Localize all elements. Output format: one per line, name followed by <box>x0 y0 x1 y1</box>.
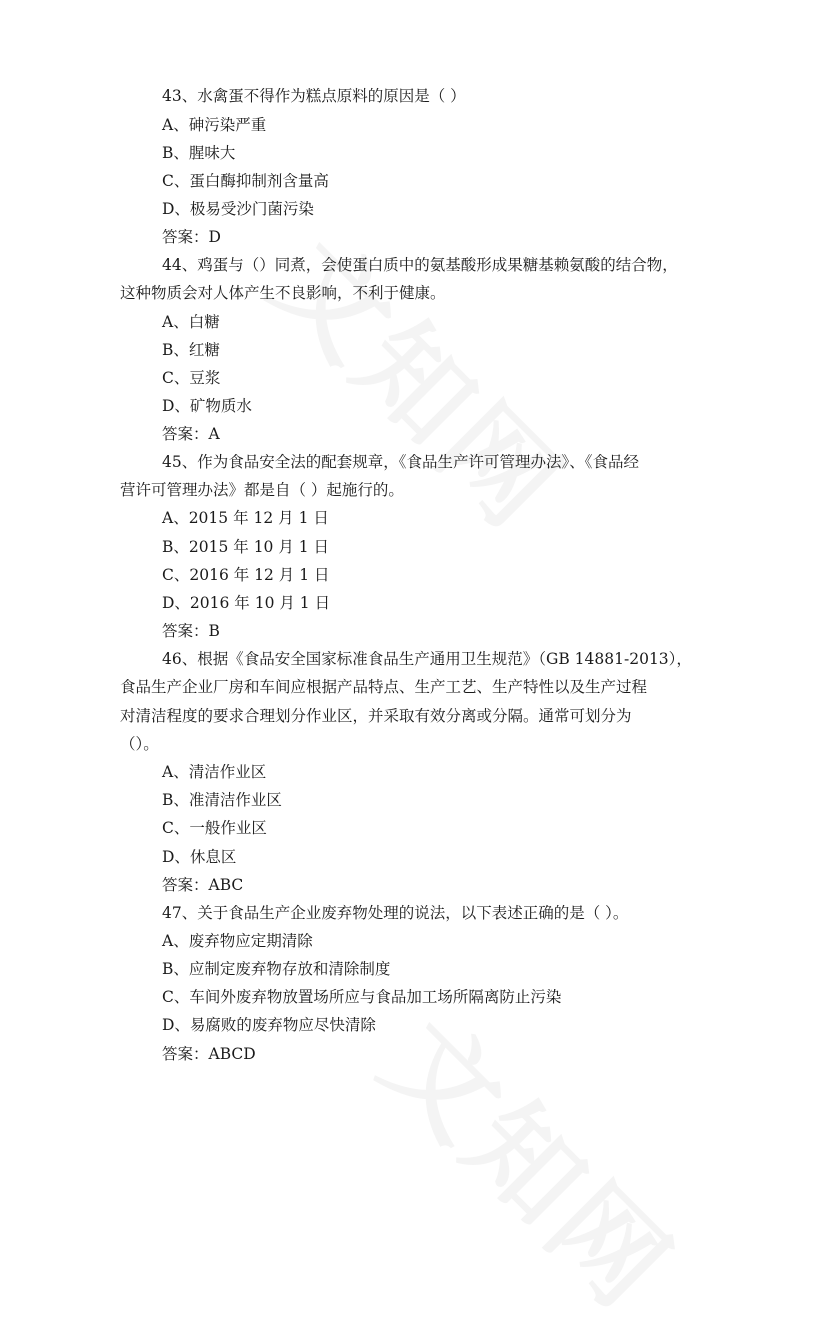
question-46-stem-cont: 食品生产企业厂房和车间应根据产品特点、生产工艺、生产特性以及生产过程 <box>120 678 648 696</box>
question-44-option-b: B、红糖 <box>162 341 220 359</box>
question-43-option-d: D、极易受沙门菌污染 <box>162 200 314 218</box>
question-44-option-a: A、白糖 <box>162 313 220 331</box>
question-44-stem-cont: 这种物质会对人体产生不良影响，不利于健康。 <box>120 284 446 302</box>
question-45-option-a: A、2015 年 12 月 1 日 <box>162 509 329 527</box>
question-46-stem-cont: （）。 <box>120 735 159 753</box>
question-43-stem: 43、水禽蛋不得作为糕点原料的原因是（ ） <box>162 87 466 105</box>
question-45-answer: 答案：B <box>162 622 220 640</box>
question-45-option-d: D、2016 年 10 月 1 日 <box>162 594 331 612</box>
question-43-answer: 答案：D <box>162 228 221 246</box>
question-44-answer: 答案：A <box>162 425 220 443</box>
question-44-option-c: C、豆浆 <box>162 369 221 387</box>
question-43-option-c: C、蛋白酶抑制剂含量高 <box>162 172 329 190</box>
question-46-option-c: C、一般作业区 <box>162 819 267 837</box>
question-45-stem-cont: 营许可管理办法》都是自（ ）起施行的。 <box>120 481 404 499</box>
question-47-stem: 47、关于食品生产企业废弃物处理的说法，以下表述正确的是（ ）。 <box>162 904 629 922</box>
question-46-answer: 答案：ABC <box>162 876 244 894</box>
question-46-option-a: A、清洁作业区 <box>162 763 267 781</box>
question-47-option-b: B、应制定废弃物存放和清除制度 <box>162 960 391 978</box>
question-43-option-a: A、砷污染严重 <box>162 116 267 134</box>
question-44-stem: 44、鸡蛋与（）同煮，会使蛋白质中的氨基酸形成果糖基赖氨酸的结合物， <box>162 256 678 274</box>
question-47-option-c: C、车间外废弃物放置场所应与食品加工场所隔离防止污染 <box>162 988 562 1006</box>
question-47-answer: 答案：ABCD <box>162 1045 256 1063</box>
question-45-stem: 45、作为食品安全法的配套规章，《食品生产许可管理办法》、《食品经 <box>162 453 639 471</box>
question-47-option-d: D、易腐败的废弃物应尽快清除 <box>162 1016 376 1034</box>
question-46-stem: 46、根据《食品安全国家标准食品生产通用卫生规范》（GB 14881-2013）， <box>162 650 692 668</box>
question-44-option-d: D、矿物质水 <box>162 397 252 415</box>
question-46-option-d: D、休息区 <box>162 848 237 866</box>
question-46-option-b: B、准清洁作业区 <box>162 791 282 809</box>
question-45-option-c: C、2016 年 12 月 1 日 <box>162 566 330 584</box>
question-46-stem-cont: 对清洁程度的要求合理划分作业区，并采取有效分离或分隔。通常可划分为 <box>120 707 632 725</box>
question-47-option-a: A、废弃物应定期清除 <box>162 932 313 950</box>
question-45-option-b: B、2015 年 10 月 1 日 <box>162 538 330 556</box>
question-43-option-b: B、腥味大 <box>162 144 236 162</box>
